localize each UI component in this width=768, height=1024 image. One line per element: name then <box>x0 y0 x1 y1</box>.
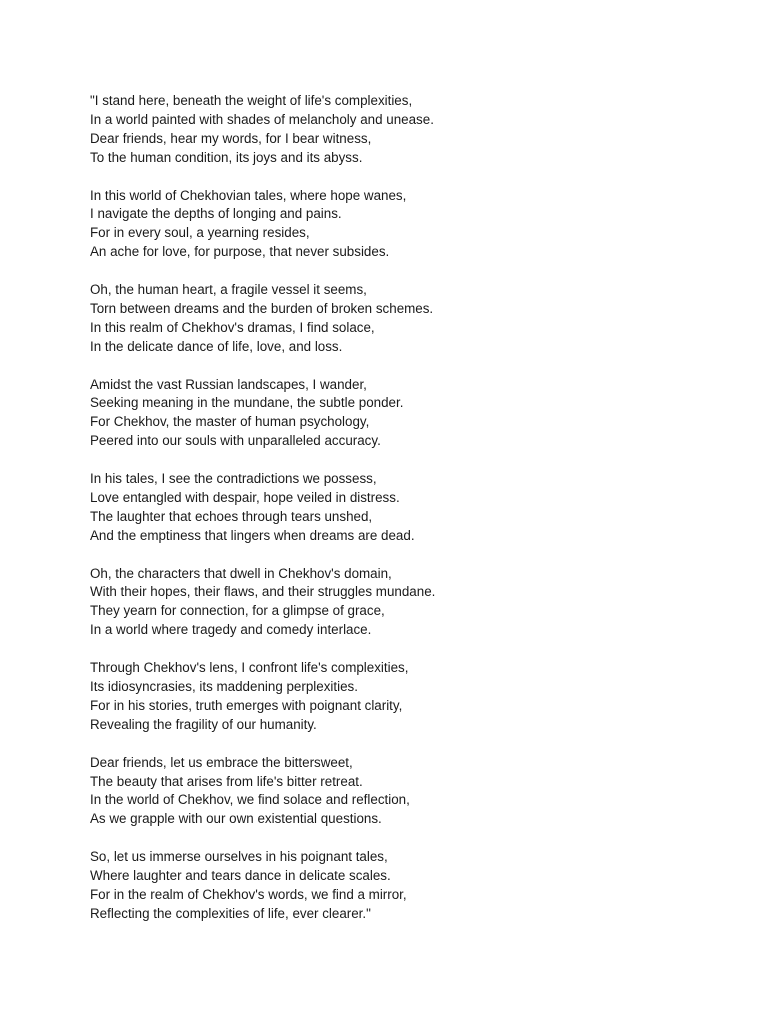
poem-line: Love entangled with despair, hope veiled in distress. <box>90 489 400 505</box>
poem-line: In a world painted with shades of melancholy and unease. <box>90 111 434 127</box>
poem-line: In the world of Chekhov, we find solace and reflection, <box>90 792 410 808</box>
poem-line: Amidst the vast Russian landscapes, I wander, <box>90 376 367 392</box>
poem-line: So, let us immerse ourselves in his poignant tales, <box>90 849 388 865</box>
stanza-8 <box>90 754 730 830</box>
poem-line: Where laughter and tears dance in delicate scales. <box>90 868 391 884</box>
stanza-5 <box>90 470 730 546</box>
stanza-1 <box>90 92 730 168</box>
poem-line: In this world of Chekhovian tales, where hope wanes, <box>90 187 407 203</box>
poem-line: They yearn for connection, for a glimpse of grace, <box>90 603 385 619</box>
poem-line: I navigate the depths of longing and pains. <box>90 206 342 222</box>
poem-line: The beauty that arises from life's bitter retreat. <box>90 773 363 789</box>
stanza-2 <box>90 187 730 263</box>
poem-line: In the delicate dance of life, love, and loss. <box>90 338 343 354</box>
poem-line: Oh, the human heart, a fragile vessel it seems, <box>90 282 367 298</box>
poem-line: Through Chekhov's lens, I confront life's complexities, <box>90 660 409 676</box>
poem-line: Reflecting the complexities of life, ever clearer." <box>90 905 371 921</box>
poem-line: "I stand here, beneath the weight of life's complexities, <box>90 93 413 108</box>
poem-line: To the human condition, its joys and its abyss. <box>90 149 363 165</box>
poem-line: Dear friends, let us embrace the bittersweet, <box>90 754 353 770</box>
poem-line: For in the realm of Chekhov's words, we find a mirror, <box>90 886 407 902</box>
poem-line: Its idiosyncrasies, its maddening perplexities. <box>90 679 358 694</box>
poem-line: For in every soul, a yearning resides, <box>90 225 310 241</box>
stanza-6 <box>90 565 730 641</box>
poem-line: Revealing the fragility of our humanity. <box>90 716 317 732</box>
poem-line: Seeking meaning in the mundane, the subtle ponder. <box>90 395 404 411</box>
poem-line: For in his stories, truth emerges with poignant clarity, <box>90 697 403 713</box>
poem-line: In this realm of Chekhov's dramas, I find solace, <box>90 319 375 335</box>
poem-line: In his tales, I see the contradictions we possess, <box>90 471 377 487</box>
poem-line: Peered into our souls with unparalleled accuracy. <box>90 433 381 449</box>
poem-text <box>90 92 730 943</box>
poem-line: For Chekhov, the master of human psychology, <box>90 414 370 430</box>
stanza-7 <box>90 659 730 735</box>
stanza-4 <box>90 376 730 452</box>
poem-line: An ache for love, for purpose, that never subsides. <box>90 244 390 260</box>
stanza-3 <box>90 281 730 357</box>
poem-line: Oh, the characters that dwell in Chekhov's domain, <box>90 565 392 581</box>
poem-line: Dear friends, hear my words, for I bear witness, <box>90 130 372 146</box>
poem-line: In a world where tragedy and comedy interlace. <box>90 622 372 638</box>
poem-line: As we grapple with our own existential questions. <box>90 811 382 827</box>
poem-line: Torn between dreams and the burden of broken schemes. <box>90 300 434 316</box>
poem-line: And the emptiness that lingers when dreams are dead. <box>90 527 415 543</box>
stanza-9 <box>90 848 730 924</box>
poem-line: With their hopes, their flaws, and their struggles mundane. <box>90 584 436 600</box>
poem-line: The laughter that echoes through tears unshed, <box>90 508 373 524</box>
